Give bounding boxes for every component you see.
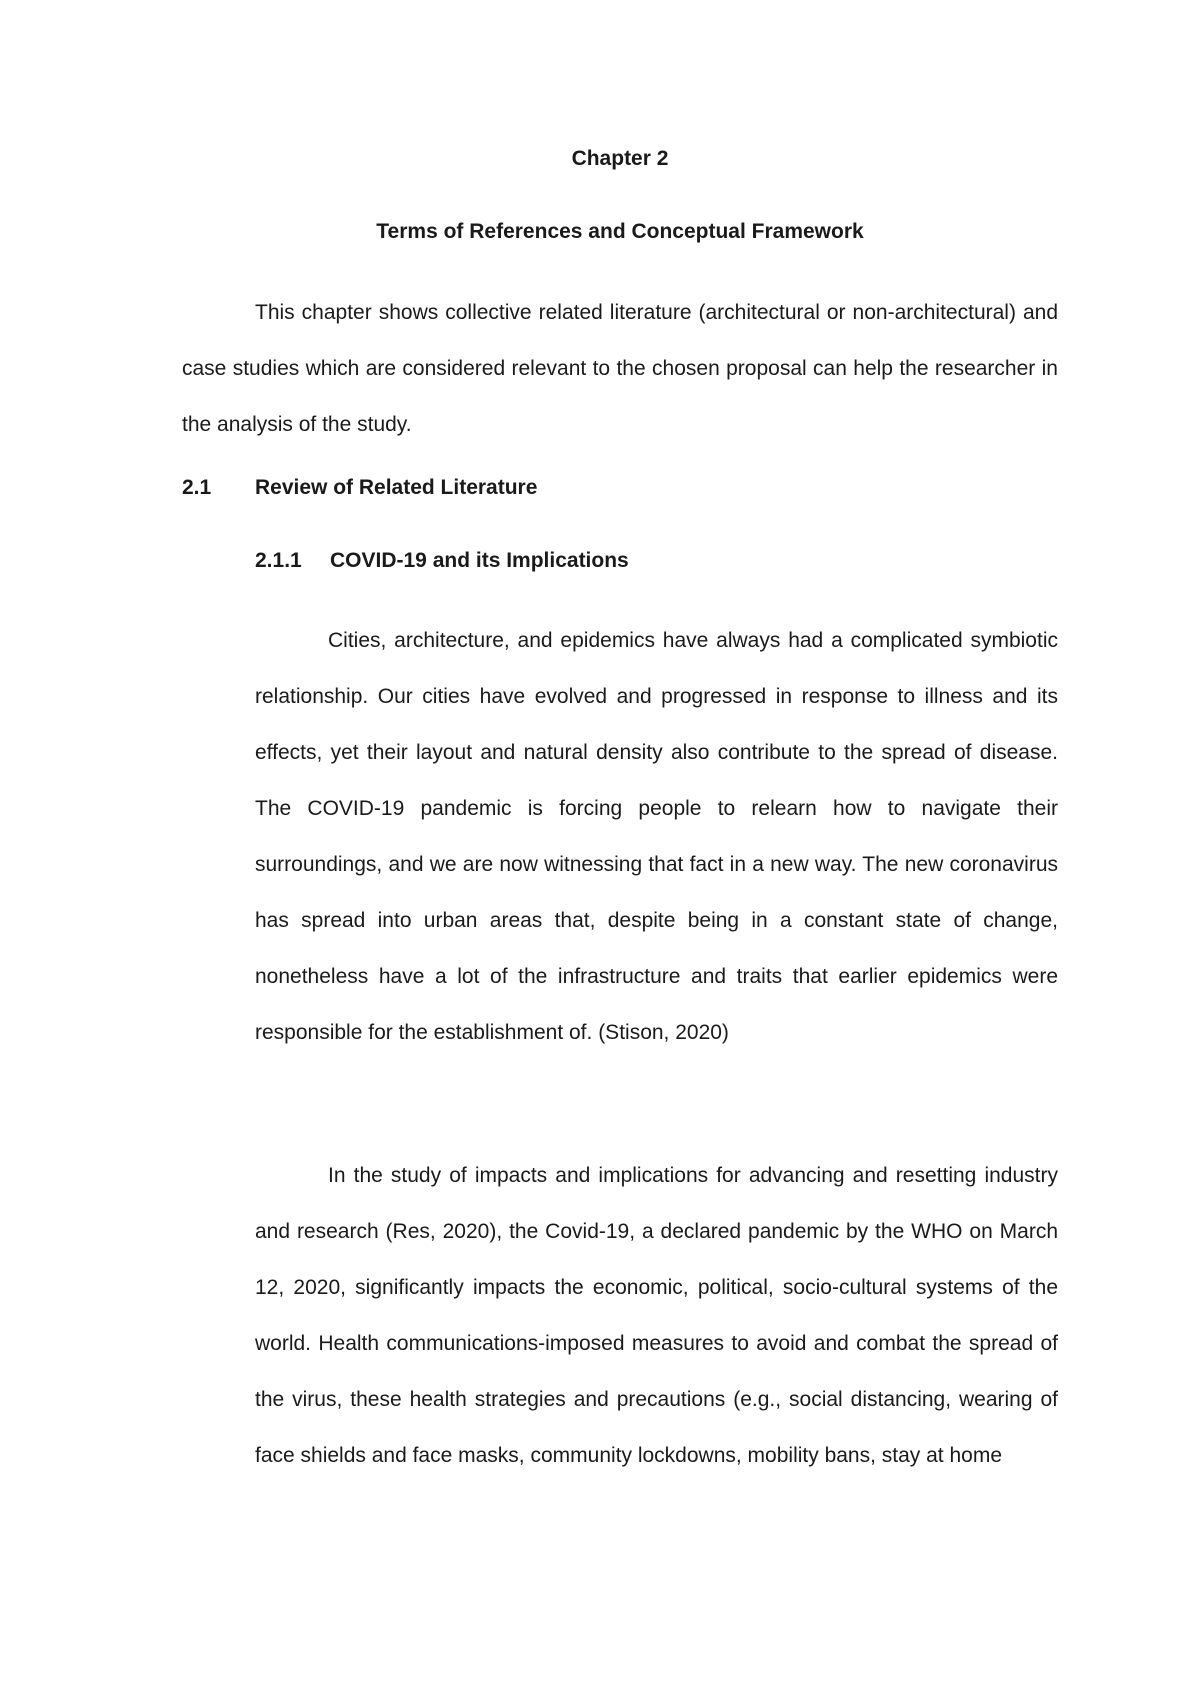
subsection-heading — [255, 547, 629, 575]
section-number: 2.1 — [182, 476, 212, 499]
subsection-number: 2.1.1 — [255, 549, 302, 572]
subsection-title: COVID-19 and its Implications — [330, 549, 629, 572]
body-paragraph: Cities, architecture, and epidemics have always had a complicated symbiotic relationship. Our cities have evolved and progressed in response to illness and its effects, yet their layout and natural density also contribute to the spread of disease. The COVID-19 pandemic is forcing people to relearn how to navigate their surroundings, and we are now witnessing that fact in a new way. The new coronavirus has spread into urban areas that, despite being in a constant state of change, nonetheless have a lot of the infrastructure and traits that earlier epidemics were responsible for the establishment of. (Stison, 2020) — [255, 629, 1058, 1044]
section-heading — [182, 474, 537, 502]
body-paragraph: In the study of impacts and implications for advancing and resetting industry and research (Res, 2020), the Covid-19, a declared pandemic by the WHO on March 12, 2020, significantly impacts the economic, political, socio-cultural systems of the world. Health communications-imposed measures to avoid and combat the spread of the virus, these health strategies and precautions (e.g., social distancing, wearing of face shields and face masks, community lockdowns, mobility bans, stay at home — [255, 1164, 1058, 1467]
chapter-number: Chapter 2 — [571, 147, 669, 170]
section-title: Review of Related Literature — [255, 476, 538, 499]
chapter-title: Terms of References and Conceptual Framework — [376, 220, 864, 243]
intro-paragraph: This chapter shows collective related literature (architectural or non-architectural) and case studies which are considered relevant to the chosen proposal can help the researcher in the analysis of the study. — [182, 301, 1058, 436]
